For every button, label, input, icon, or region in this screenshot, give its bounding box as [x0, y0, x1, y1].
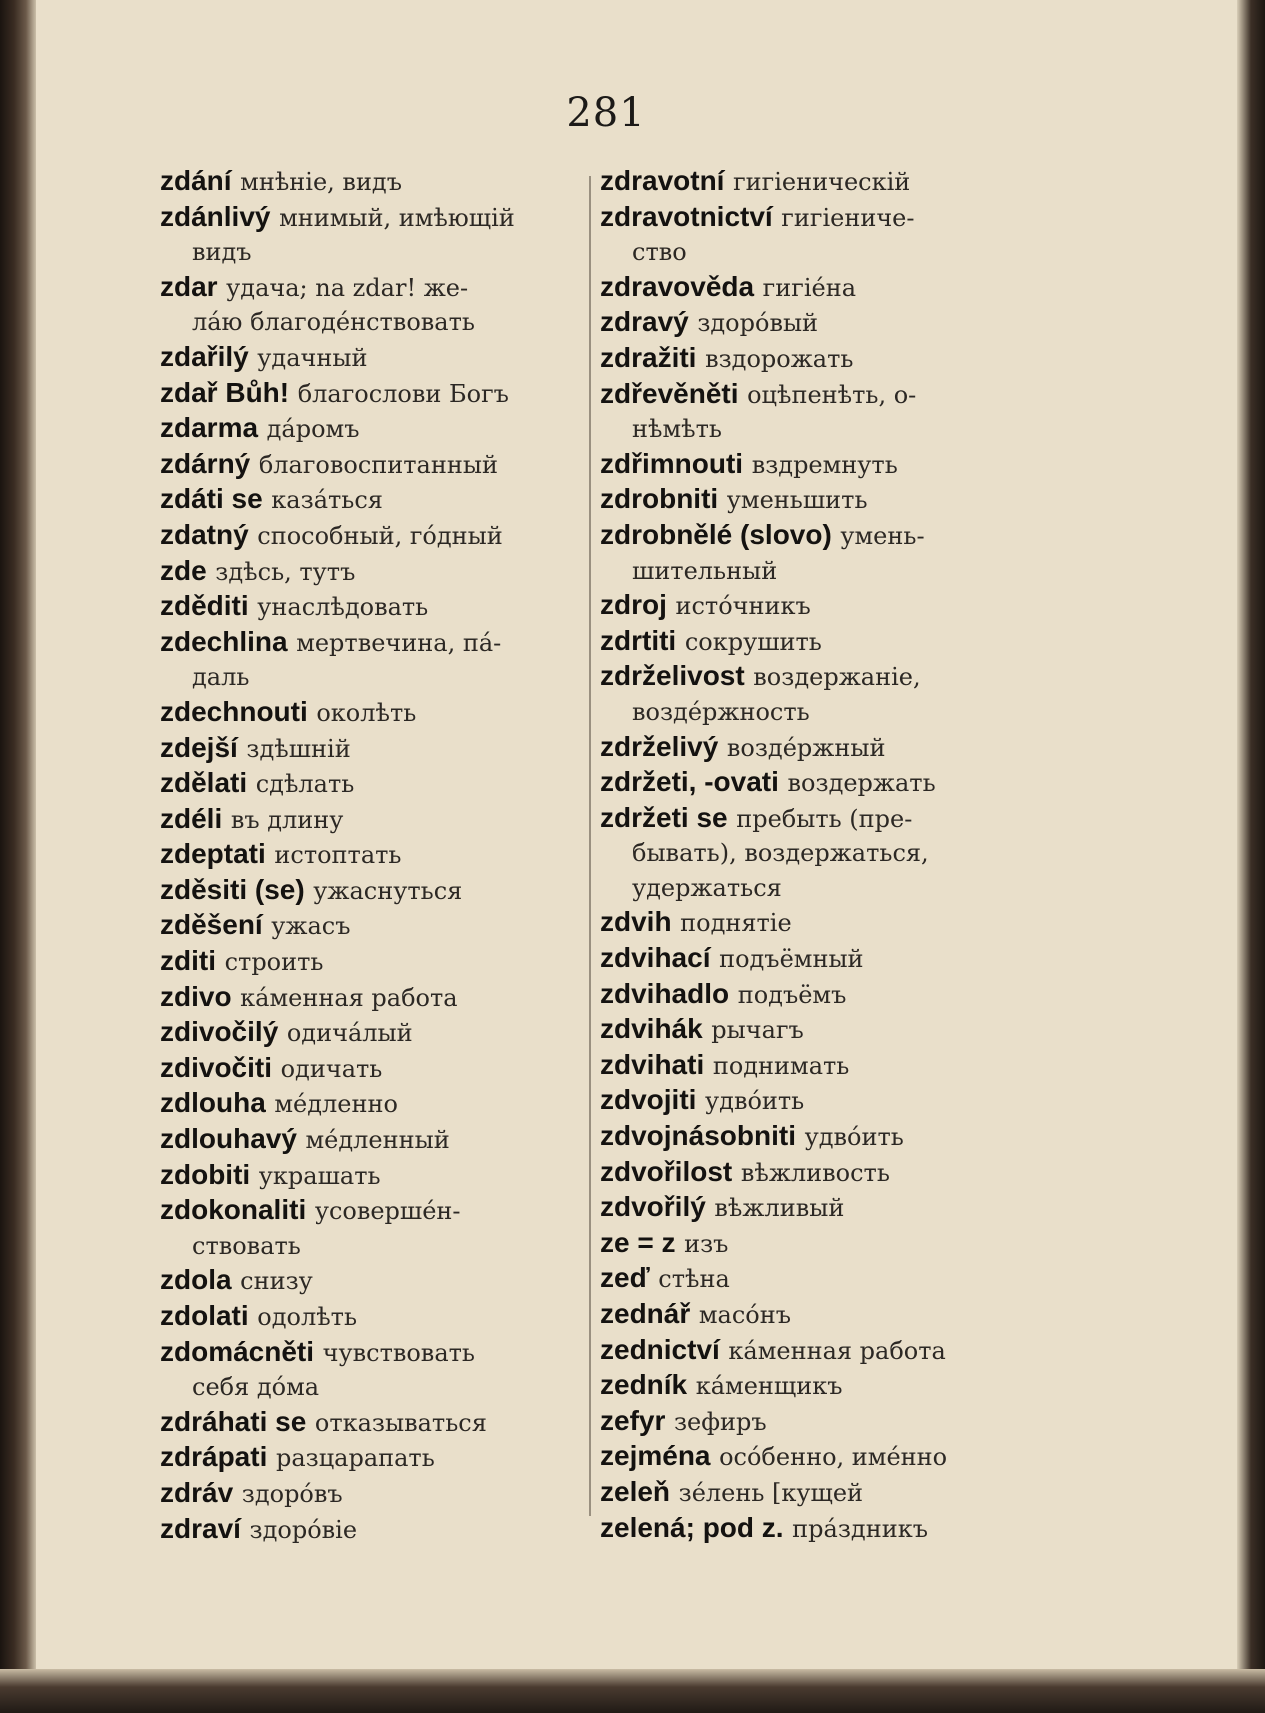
headword: zdlouha	[160, 1087, 266, 1119]
headword: zdivočilý	[160, 1016, 279, 1048]
translation-text: удвóить	[705, 1087, 805, 1116]
headword: zdráhati se	[160, 1405, 307, 1437]
translation-text: одичать	[280, 1054, 383, 1083]
translation-text: мертвечина, пá-	[296, 628, 502, 657]
translation-text: изъ	[684, 1229, 729, 1258]
dictionary-entry	[160, 1476, 578, 1512]
headword: zdražiti	[600, 341, 697, 373]
dictionary-entry	[160, 1299, 578, 1335]
translation-text: зéлень [кущей	[678, 1478, 864, 1507]
translation-text: вздремнуть	[751, 450, 898, 479]
dictionary-entry	[600, 1119, 1024, 1155]
dictionary-entry	[160, 447, 578, 483]
translation-text: околѣть	[316, 698, 417, 727]
translation-text: подъёмный	[719, 945, 864, 974]
translation-text: здѣсь, тутъ	[215, 557, 356, 586]
headword: zděšení	[160, 909, 263, 941]
dictionary-entry	[600, 977, 1024, 1013]
headword: zdejší	[160, 731, 238, 763]
translation-text: оцѣпенѣть, о-	[747, 380, 917, 409]
translation-text: удержаться	[632, 873, 782, 902]
headword: zdrobnělé (slovo)	[600, 518, 832, 550]
translation-text: мнимый, имѣющій	[279, 203, 515, 232]
entry-continuation	[600, 235, 1024, 270]
headword: zdrželivý	[600, 730, 719, 762]
dictionary-entry	[160, 1193, 578, 1229]
translation-text: истóчникъ	[675, 592, 811, 621]
translation-text: одичáлый	[286, 1019, 413, 1048]
translation-text: кáменная работа	[240, 983, 458, 1012]
dictionary-entry	[600, 200, 1024, 236]
headword: zdrobniti	[600, 483, 719, 515]
headword: zdráv	[160, 1476, 234, 1508]
dictionary-entry	[600, 1439, 1024, 1475]
translation-text: ужасъ	[271, 912, 351, 941]
translation-text: гигіéна	[762, 273, 856, 302]
dictionary-entry	[160, 625, 578, 661]
dictionary-entry	[160, 589, 578, 625]
translation-text: видъ	[192, 238, 252, 267]
headword: zeď	[600, 1262, 650, 1294]
headword: zdola	[160, 1264, 232, 1296]
dictionary-entry	[160, 376, 578, 412]
dictionary-entry	[160, 1051, 578, 1087]
headword: ze = z	[600, 1226, 676, 1258]
dictionary-entry	[160, 802, 578, 838]
dictionary-entry	[160, 1158, 578, 1194]
translation-text: способный, гóдный	[257, 521, 503, 550]
translation-text: гигіеническій	[733, 168, 911, 196]
dictionary-entry	[600, 341, 1024, 377]
translation-text: вѣжливость	[740, 1158, 890, 1187]
headword: zednář	[600, 1298, 691, 1329]
dictionary-entry	[600, 377, 1024, 413]
headword: zdravověda	[600, 270, 755, 302]
translation-text: мнѣніе, видъ	[240, 168, 402, 196]
entry-continuation	[600, 412, 1024, 447]
translation-text: лáю благодéнствовать	[192, 308, 475, 337]
headword: zdravotní	[600, 165, 725, 196]
headword: zdržeti se	[600, 801, 728, 833]
dictionary-entry	[160, 944, 578, 980]
headword: zděsiti (se)	[160, 873, 305, 905]
translation-text: казáться	[271, 486, 383, 515]
translation-text: воздéржный	[726, 733, 886, 762]
headword: zdvořilý	[600, 1191, 706, 1223]
translation-text: умень-	[840, 521, 925, 550]
right-column	[600, 164, 1024, 1546]
dictionary-entry	[600, 1083, 1024, 1119]
dictionary-entry	[600, 1155, 1024, 1191]
headword: zděditi	[160, 590, 249, 622]
headword: zdatný	[160, 518, 249, 550]
translation-text: рычагъ	[711, 1016, 804, 1045]
dictionary-entry	[160, 1440, 578, 1476]
translation-text: пребыть (пре-	[736, 804, 913, 833]
headword: zdání	[160, 165, 232, 196]
translation-text: благослови Богъ	[297, 379, 509, 408]
page-number: 281	[566, 90, 646, 136]
headword: zdivo	[160, 980, 232, 1012]
translation-text: подъёмъ	[737, 980, 847, 1009]
translation-text: строить	[224, 948, 324, 977]
translation-text: мéдленно	[274, 1090, 398, 1119]
page-bottom-edge	[0, 1669, 1265, 1713]
headword: zdrtiti	[600, 624, 677, 656]
dictionary-entry	[600, 1190, 1024, 1226]
translation-text: вѣжливый	[714, 1194, 845, 1223]
headword: zdánlivý	[160, 200, 271, 232]
dictionary-entry	[160, 1512, 578, 1548]
headword: zdravotnictví	[600, 200, 773, 232]
headword: zdař Bůh!	[160, 376, 290, 408]
dictionary-entry	[600, 518, 1024, 554]
headword: zefyr	[600, 1404, 666, 1436]
headword: zdvořilost	[600, 1155, 733, 1187]
headword: zedník	[600, 1369, 688, 1401]
translation-text: мéдленный	[305, 1126, 450, 1155]
dictionary-entry	[600, 1404, 1024, 1440]
translation-text: кáменщикъ	[695, 1372, 843, 1401]
translation-text: поднимать	[712, 1051, 850, 1080]
translation-text: бывать), воздержаться,	[632, 839, 929, 868]
dictionary-entry	[160, 554, 578, 590]
entry-continuation	[160, 1370, 578, 1405]
headword: zdvihati	[600, 1048, 705, 1080]
entry-continuation	[160, 305, 578, 340]
headword: zdržeti, -ovati	[600, 766, 779, 798]
headword: zdvojiti	[600, 1084, 697, 1116]
translation-text: ствовать	[192, 1231, 301, 1260]
dictionary-entry	[160, 164, 578, 200]
translation-text: здорóвъ	[241, 1479, 343, 1508]
headword: zditi	[160, 945, 216, 977]
headword: zeleň	[600, 1475, 671, 1507]
dictionary-entry	[160, 1335, 578, 1371]
translation-text: гигіениче-	[781, 203, 915, 232]
dictionary-entry	[160, 873, 578, 909]
headword: zdřevěněti	[600, 377, 739, 409]
translation-text: удвóить	[804, 1123, 904, 1152]
translation-text: прáздникъ	[792, 1514, 928, 1543]
dictionary-entry	[600, 164, 1024, 200]
headword: zdlouhavý	[160, 1123, 297, 1155]
dictionary-entry	[600, 1261, 1024, 1297]
dictionary-entry	[600, 624, 1024, 660]
dictionary-entry	[160, 1086, 578, 1122]
headword: zelená; pod z.	[600, 1511, 784, 1543]
headword: zdařilý	[160, 340, 249, 372]
left-column	[160, 164, 578, 1547]
dictionary-entry	[600, 659, 1024, 695]
translation-text: себя дóма	[192, 1373, 320, 1402]
dictionary-entry	[160, 766, 578, 802]
dictionary-entry	[600, 588, 1024, 624]
translation-text: поднятіе	[680, 909, 792, 938]
headword: zdvojnásobniti	[600, 1120, 796, 1152]
headword: zdraví	[160, 1512, 241, 1544]
headword: zdéli	[160, 802, 223, 834]
dictionary-entry	[160, 980, 578, 1016]
translation-text: сокрушить	[684, 627, 822, 656]
headword: zdarma	[160, 412, 259, 444]
headword: zdravý	[600, 306, 689, 338]
headword: zdárný	[160, 447, 251, 479]
dictionary-entry	[160, 1122, 578, 1158]
entry-continuation	[600, 695, 1024, 730]
translation-text: снизу	[240, 1267, 313, 1296]
entry-continuation	[160, 1229, 578, 1264]
translation-text: сдѣлать	[255, 770, 355, 799]
dictionary-entry	[160, 518, 578, 554]
dictionary-entry	[160, 731, 578, 767]
headword: zdřimnouti	[600, 447, 744, 479]
translation-text: одолѣть	[257, 1303, 358, 1331]
headword: zdělati	[160, 767, 248, 799]
dictionary-entry	[600, 1475, 1024, 1511]
translation-text: здѣшній	[246, 734, 351, 763]
translation-text: вздорожать	[705, 344, 854, 373]
headword: zdvihadlo	[600, 977, 730, 1009]
translation-text: благовоспитанный	[258, 450, 498, 479]
headword: zdvih	[600, 906, 672, 938]
dictionary-entry	[600, 482, 1024, 518]
dictionary-entry	[600, 765, 1024, 801]
dictionary-entry	[600, 1048, 1024, 1084]
headword: zdechnouti	[160, 695, 308, 727]
entry-continuation	[160, 235, 578, 270]
dictionary-entry	[600, 801, 1024, 837]
headword: zde	[160, 554, 207, 586]
translation-text: удача; na zdar! же-	[226, 273, 469, 302]
entry-continuation	[160, 660, 578, 695]
translation-text: украшать	[258, 1161, 381, 1190]
headword: zdvihák	[600, 1013, 703, 1045]
dictionary-entry	[160, 1405, 578, 1441]
headword: zdomácněti	[160, 1335, 315, 1367]
dictionary-entry	[600, 1333, 1024, 1369]
headword: zdobiti	[160, 1158, 251, 1190]
dictionary-entry	[600, 1511, 1024, 1547]
column-divider	[589, 176, 591, 1516]
dictionary-entry	[160, 200, 578, 236]
translation-text: шительный	[632, 556, 778, 585]
translation-text: кáменная работа	[728, 1336, 946, 1365]
translation-text: усовершéн-	[314, 1197, 461, 1226]
translation-text: масóнъ	[698, 1301, 791, 1329]
headword: zdrželivost	[600, 660, 745, 692]
headword: zednictví	[600, 1333, 720, 1365]
headword: zdivočiti	[160, 1051, 273, 1083]
translation-text: здорóвіе	[249, 1515, 358, 1544]
translation-text: даль	[192, 663, 250, 692]
entry-continuation	[600, 871, 1024, 906]
dictionary-entry	[160, 340, 578, 376]
headword: zdeptati	[160, 838, 266, 870]
translation-text: здорóвый	[697, 309, 819, 338]
dictionary-entry	[600, 1012, 1024, 1048]
translation-text: въ длину	[230, 805, 344, 834]
translation-text: унаслѣдовать	[257, 593, 429, 622]
translation-text: нѣмѣть	[632, 415, 722, 444]
translation-text: удачный	[257, 343, 368, 372]
dictionary-entry	[600, 447, 1024, 483]
translation-text: стѣна	[658, 1265, 730, 1294]
translation-text: воздéржность	[632, 697, 810, 726]
translation-text: зефиръ	[673, 1407, 767, 1436]
dictionary-entry	[160, 482, 578, 518]
translation-text: отказываться	[314, 1408, 487, 1437]
book-spine-shadow	[0, 0, 36, 1713]
translation-text: дáромъ	[266, 415, 360, 444]
translation-text: воздержаніе,	[753, 663, 921, 692]
headword: zdolati	[160, 1300, 249, 1331]
entry-continuation	[600, 554, 1024, 589]
headword: zdechlina	[160, 625, 288, 657]
dictionary-entry	[160, 1015, 578, 1051]
headword: zdokonaliti	[160, 1194, 307, 1226]
dictionary-entry	[160, 908, 578, 944]
dictionary-entry	[600, 270, 1024, 306]
entry-continuation	[600, 836, 1024, 871]
headword: zdrápati	[160, 1441, 268, 1473]
translation-text: разцарапать	[275, 1444, 435, 1473]
dictionary-entry	[160, 270, 578, 306]
translation-text: ство	[632, 238, 687, 267]
headword: zejména	[600, 1440, 711, 1472]
page-right-edge	[1237, 0, 1265, 1713]
dictionary-entry	[600, 1297, 1024, 1333]
dictionary-entry	[600, 1368, 1024, 1404]
dictionary-entry	[160, 837, 578, 873]
translation-text: уменьшить	[726, 486, 868, 515]
headword: zdáti se	[160, 483, 263, 515]
translation-text: ужаснуться	[313, 876, 463, 905]
headword: zdroj	[600, 589, 667, 621]
dictionary-entry	[600, 730, 1024, 766]
dictionary-entry	[600, 905, 1024, 941]
headword: zdvihací	[600, 942, 711, 974]
translation-text: воздержать	[787, 769, 936, 798]
dictionary-entry	[600, 1226, 1024, 1262]
headword: zdar	[160, 270, 218, 302]
dictionary-entry	[600, 305, 1024, 341]
dictionary-entry	[160, 1263, 578, 1299]
translation-text: чувствовать	[322, 1338, 475, 1367]
dictionary-entry	[600, 941, 1024, 977]
translation-text: осóбенно, имéнно	[719, 1443, 948, 1472]
translation-text: истоптать	[274, 841, 402, 870]
dictionary-entry	[160, 411, 578, 447]
dictionary-entry	[160, 695, 578, 731]
